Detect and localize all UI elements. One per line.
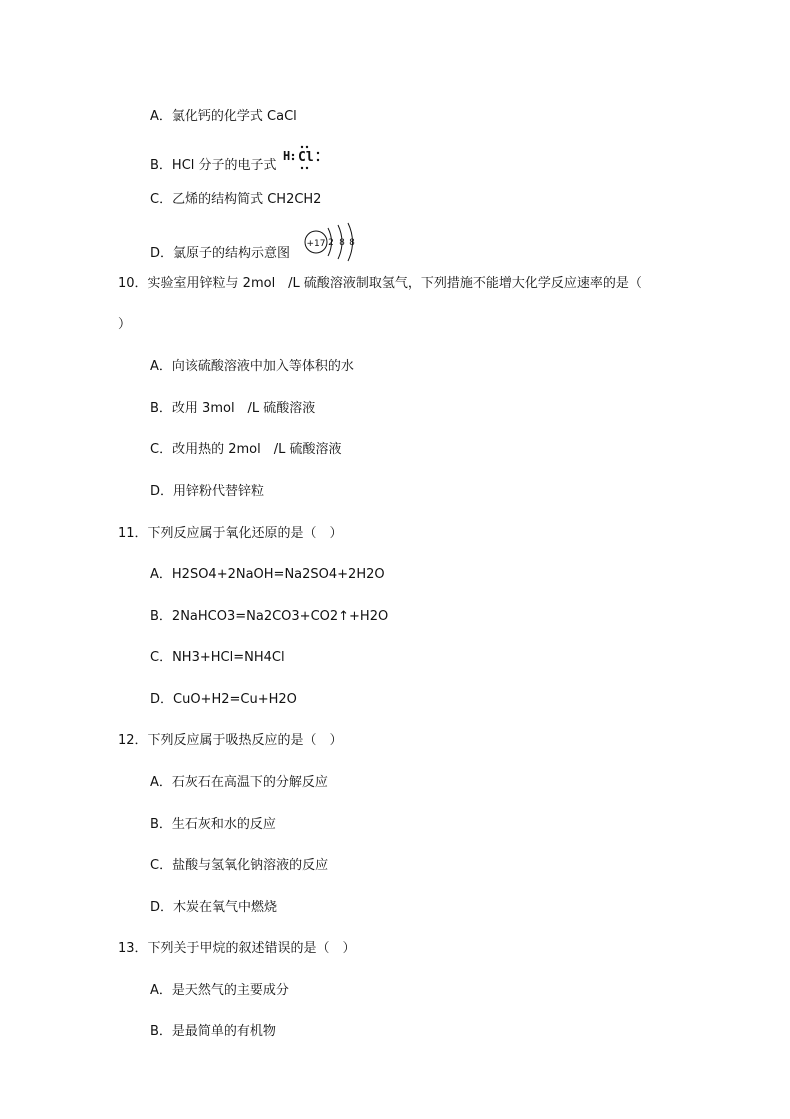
option-text: 氯化钙的化学式 CaCl [171, 109, 297, 124]
q11-option-d: D．CuO+H2=Cu+H2O [150, 692, 297, 707]
option-letter: C． [150, 192, 173, 207]
q10-option-d: D．用锌粉代替锌粒 [150, 484, 265, 499]
q11-option-c: C．NH3+HCl=NH4Cl [150, 650, 285, 665]
q11-option-a: A．H2SO4+2NaOH=Na2SO4+2H2O [150, 567, 385, 582]
q12-option-a: A．石灰石在高温下的分解反应 [150, 775, 328, 790]
option-letter: A． [150, 109, 172, 124]
q10-stem: 10．实验室用锌粒与 2mol /L 硫酸溶液制取氢气，下列措施不能增大化学反应速率的是（ [118, 276, 642, 291]
shell-3-electrons: 8 [349, 238, 355, 248]
chlorine-atom-diagram [302, 222, 364, 262]
q13-option-b: B．是最简单的有机物 [150, 1024, 276, 1039]
option-text: HCl 分子的电子式 [171, 158, 277, 173]
q9-option-d [150, 245, 290, 263]
q9-option-a [150, 108, 297, 126]
option-text: 乙烯的结构简式 CH2CH2 [172, 192, 322, 207]
option-letter: D． [150, 246, 174, 261]
shell-1-electrons: 2 [328, 238, 334, 248]
q12-option-c: C．盐酸与氢氧化钠溶液的反应 [150, 858, 329, 873]
q9-option-c [150, 191, 321, 209]
q13-option-a: A．是天然气的主要成分 [150, 983, 289, 998]
option-letter: B． [150, 158, 172, 173]
q10-option-a: A．向该硫酸溶液中加入等体积的水 [150, 359, 354, 374]
option-text: 氯原子的结构示意图 [173, 246, 291, 261]
nucleus-charge: +17 [306, 239, 326, 249]
hydrogen-symbol: H [283, 149, 291, 163]
q9-option-b [150, 157, 277, 175]
q10-stem-end: ） [118, 317, 132, 332]
chlorine-symbol: Cl [298, 150, 314, 165]
hcl-electron-formula-image [282, 143, 324, 171]
q12-option-b: B．生石灰和水的反应 [150, 817, 276, 832]
q11-stem: 11．下列反应属于氧化还原的是（ ） [118, 526, 343, 541]
shell-2-electrons: 8 [339, 238, 345, 248]
q10-option-c: C．改用热的 2mol /L 硫酸溶液 [150, 442, 342, 457]
q13-stem: 13．下列关于甲烷的叙述错误的是（ ） [118, 941, 356, 956]
q10-option-b: B．改用 3mol /L 硫酸溶液 [150, 401, 316, 416]
q12-option-d: D．木炭在氧气中燃烧 [150, 900, 278, 915]
q12-stem: 12．下列反应属于吸热反应的是（ ） [118, 733, 343, 748]
q11-option-b: B．2NaHCO3=Na2CO3+CO2↑+H2O [150, 609, 389, 624]
